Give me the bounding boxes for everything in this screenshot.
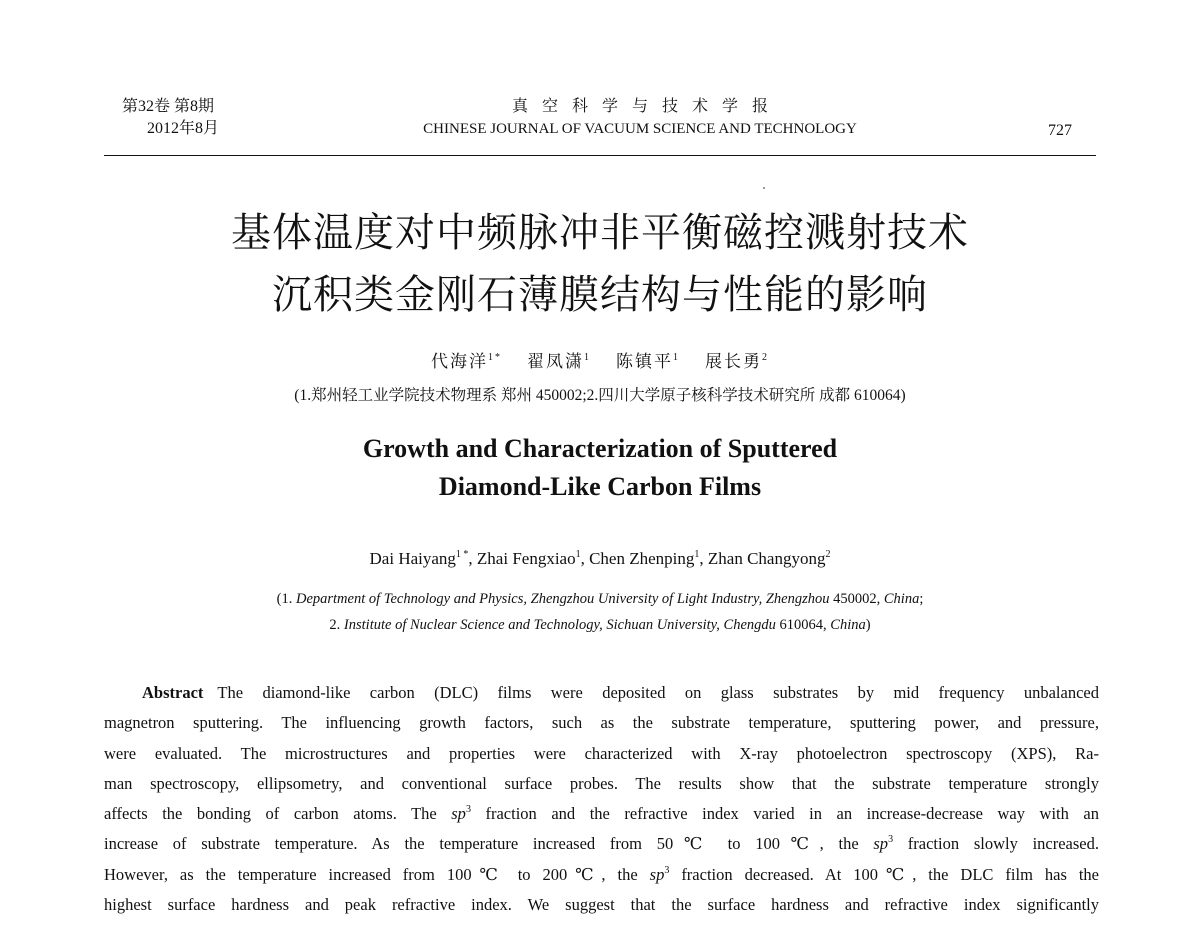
sp-term: sp	[451, 804, 466, 824]
author-en-sup: 1	[575, 549, 581, 560]
author-en: Zhan Changyong	[707, 549, 826, 568]
affil-punct: )	[865, 617, 871, 633]
affil-postcode: 450002,	[829, 591, 884, 607]
publication-date: 2012年8月	[147, 120, 220, 137]
title-english	[0, 430, 1200, 506]
affil-num: 2.	[329, 617, 344, 633]
author-cn-sup: 1	[673, 352, 680, 363]
author-cn-sup: 1	[584, 352, 591, 363]
affil-text: Institute of Nuclear Science and Technology, Sichuan University, Chengdu	[343, 617, 776, 633]
abstract-text: fraction slowly increased.	[893, 834, 1099, 854]
affiliation-english	[0, 586, 1200, 638]
abstract-line	[104, 829, 1099, 859]
sp-sup: 3	[664, 864, 670, 876]
running-header-journal	[340, 96, 940, 140]
abstract-section	[104, 678, 1099, 920]
affil-country: China	[830, 617, 866, 633]
scan-speck	[763, 187, 765, 189]
title-cn-line-2: 沉积类金刚石薄膜结构与性能的影响	[272, 272, 928, 318]
abstract-label: Abstract	[142, 683, 204, 702]
affiliation-en-line-2	[0, 612, 1200, 638]
sp-sup: 3	[888, 834, 894, 846]
journal-name-cn: 真空科学与技术学报	[511, 98, 782, 115]
affil-country: China	[883, 591, 920, 607]
authors-chinese	[0, 347, 1200, 372]
volume-issue: 第32卷 第8期	[122, 98, 215, 115]
page-number: 727	[1048, 122, 1072, 139]
abstract-text: fraction and the refractive index varied in an increase-decrease way with an	[470, 804, 1099, 824]
abstract-text: increase of substrate temperature. As the temperature increased from 50℃ to 100℃, the	[104, 834, 874, 854]
running-header-left	[122, 96, 219, 140]
author-cn-sup: 2	[762, 352, 769, 363]
title-cn-line-1: 基体温度对中频脉冲非平衡磁控溅射技术	[231, 210, 969, 256]
affil-postcode: 610064,	[775, 617, 831, 633]
abstract-line	[104, 860, 1099, 890]
title-en-line-2: Diamond-Like Carbon Films	[438, 472, 762, 501]
author-en-sup: 1 *	[455, 549, 469, 560]
author-cn-sup: 1*	[488, 352, 502, 363]
author-cn: 展长勇	[705, 352, 762, 371]
sp-sup: 3	[465, 804, 471, 816]
affiliation-en-line-1	[0, 586, 1200, 612]
affil-punct: ;	[919, 591, 924, 607]
abstract-line: were evaluated. The microstructures and properties were characterized with X-ray photoelectron spectroscopy (XPS), Ra-	[104, 743, 1099, 763]
abstract-text: affects the bonding of carbon atoms. The	[104, 804, 452, 824]
abstract-line: magnetron sputtering. The influencing growth factors, such as the substrate temperature, sputtering power, and pressure,	[104, 713, 1099, 733]
journal-name-en: CHINESE JOURNAL OF VACUUM SCIENCE AND TECHNOLOGY	[423, 121, 857, 137]
header-rule	[104, 155, 1096, 156]
affil-text: Department of Technology and Physics, Zhengzhou University of Light Industry, Zhengzhou	[295, 591, 830, 607]
abstract-line: man spectroscopy, ellipsometry, and conventional surface probes. The results show that the substrate temperature strongly	[104, 773, 1099, 793]
sp-term: sp	[873, 834, 889, 854]
affil-num: (1.	[276, 591, 296, 607]
author-cn: 代海洋	[431, 352, 488, 371]
title-en-line-1: Growth and Characterization of Sputtered	[362, 434, 838, 463]
author-en-sup: 1	[694, 549, 700, 560]
author-en: Chen Zhenping	[589, 549, 695, 568]
authors-english: Dai Haiyang$^{1 *}$, Zhai Fengxiao$^1$, Chen Zhenping$^1$, Zhan Changyong$^2$	[369, 549, 831, 568]
author-en: Zhai Fengxiao	[476, 549, 576, 568]
author-cn: 翟凤潇	[527, 352, 584, 371]
abstract-text: fraction decreased. At 100℃, the DLC film has the	[669, 864, 1099, 884]
author-en: Dai Haiyang	[369, 549, 456, 568]
abstract-line	[104, 799, 1099, 829]
abstract-line: highest surface hardness and peak refractive index. We suggest that the surface hardness and refractive index significantly	[104, 895, 1099, 915]
abstract-text: However, as the temperature increased from 100℃ to 200℃, the	[104, 864, 650, 884]
author-en-sup: 2	[825, 549, 831, 560]
sp-term: sp	[649, 864, 665, 884]
abstract-text: The diamond-like carbon (DLC) films were deposited on glass substrates by mid frequency unbalanced	[217, 683, 1099, 702]
author-cn: 陈镇平	[616, 352, 673, 371]
affiliation-chinese: (1.郑州轻工业学院技术物理系 郑州 450002;2.四川大学原子核科学技术研究所 成都 610064)	[294, 387, 906, 404]
abstract-line	[104, 678, 1099, 708]
title-chinese	[0, 202, 1200, 326]
